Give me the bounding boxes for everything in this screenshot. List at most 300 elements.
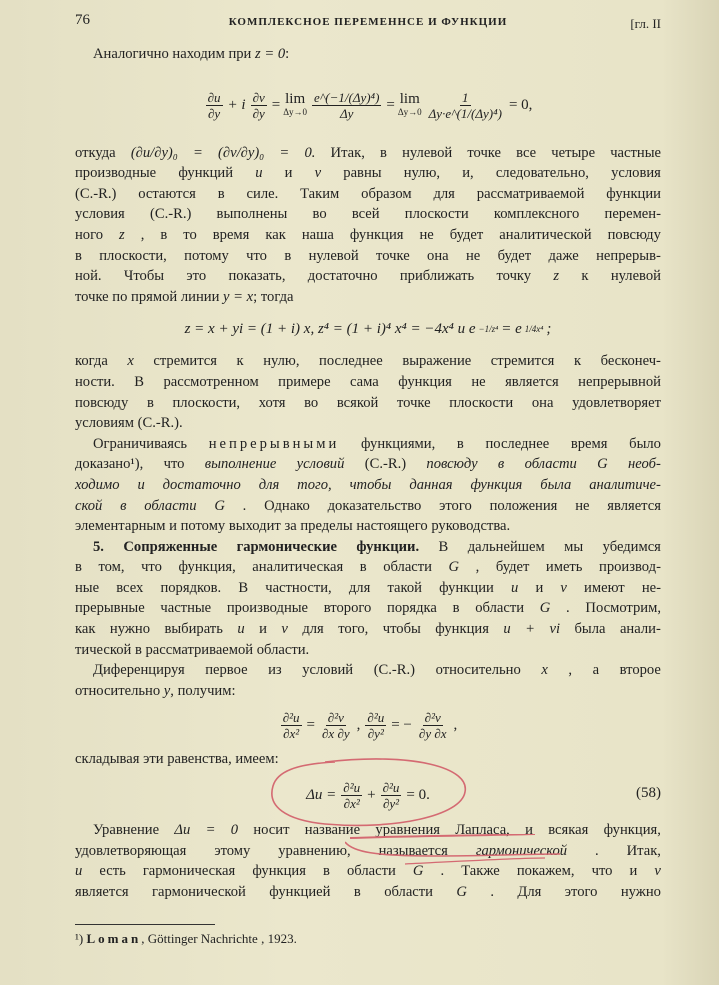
word: следовательно, [495, 165, 589, 182]
word: В [134, 373, 144, 390]
word: выбирать [164, 621, 223, 638]
word: точке [467, 144, 502, 161]
word: области [384, 883, 433, 900]
word: доказательство [327, 497, 422, 514]
operator: = − [391, 716, 412, 733]
word: к [573, 353, 582, 370]
word: называется [378, 842, 448, 859]
word: функций [178, 165, 234, 182]
word: u [503, 621, 511, 638]
footnote-marker: ¹) [75, 931, 87, 947]
word: в [217, 185, 225, 202]
text-segment: : [285, 46, 290, 62]
word: = [205, 822, 216, 839]
word: . [242, 497, 247, 514]
word: того, [338, 621, 369, 638]
word: частные [160, 600, 212, 617]
text-segment: G [448, 559, 460, 576]
text-line [75, 184, 661, 205]
word: из [268, 662, 282, 679]
word: Таким [300, 185, 340, 202]
text-line [75, 434, 661, 455]
word: этого [564, 883, 598, 900]
word: когда [75, 353, 108, 370]
word: В [438, 538, 449, 555]
word: первое [205, 662, 248, 679]
word: положения [489, 497, 558, 514]
text-line [75, 163, 661, 184]
text-line [75, 537, 661, 558]
word: плоскости [449, 394, 514, 411]
word: (C.-R.) [75, 185, 117, 202]
operator: , [356, 716, 361, 733]
word: Итак, [330, 144, 365, 161]
word: функцией [269, 883, 331, 900]
fraction [427, 90, 504, 121]
word: время [570, 435, 608, 452]
denominator: ∂y [207, 106, 221, 122]
word: гармоническая [142, 863, 236, 880]
word: нулю, [263, 353, 300, 370]
word: функция [470, 476, 523, 493]
fraction [365, 710, 386, 741]
numerator: 1 [462, 90, 469, 106]
word: сама [350, 373, 379, 390]
equation-derivative-limit [75, 69, 661, 143]
word: и, [462, 165, 474, 182]
word: Лапласа, [455, 822, 510, 839]
operator: + [367, 786, 376, 803]
word: то [183, 226, 197, 243]
limit [397, 90, 422, 119]
operator: = [306, 716, 315, 733]
word: нужно [109, 621, 151, 638]
denominator: ∂y [252, 106, 265, 122]
word: покажем, [516, 863, 575, 880]
word: Итак, [626, 842, 661, 859]
word: в [75, 247, 82, 264]
word: функция [435, 621, 489, 638]
word: к [581, 268, 589, 285]
equation-text: = 0. [406, 786, 430, 803]
paragraph-4 [75, 434, 661, 537]
word: условия [611, 165, 661, 182]
word: уравнения [375, 822, 440, 839]
text-line [75, 393, 661, 414]
word: время [212, 226, 250, 243]
word: бесконеч- [600, 353, 661, 370]
word: В [238, 579, 249, 596]
word: образом [361, 185, 412, 202]
word: (C.-R.) [149, 206, 192, 223]
word: . [440, 863, 445, 880]
word: (C.-R.) [364, 456, 407, 473]
denominator: ∂y² [382, 795, 400, 811]
word: (∂v/∂y)₀ [218, 144, 265, 161]
denominator: ∂x² [283, 725, 300, 741]
word: функции. [356, 538, 420, 555]
text-segment: непрерывными [208, 435, 340, 452]
text-line [75, 882, 661, 903]
word: была [540, 476, 572, 493]
word: производ- [599, 559, 661, 576]
word: функциями, [360, 435, 436, 452]
word: она [427, 247, 449, 264]
fraction [206, 90, 223, 121]
word: иметь [545, 559, 583, 576]
word: того, [297, 476, 332, 493]
word: гармонической [152, 883, 246, 900]
word: области [383, 559, 432, 576]
word: условий [302, 662, 354, 679]
word: в [456, 435, 464, 452]
word: она [531, 394, 554, 411]
word: рассматриваемой [476, 185, 585, 202]
word: условия [75, 206, 125, 223]
word: не [419, 226, 434, 243]
word: является [505, 373, 559, 390]
denominator: Δy·e^(1/(Δy)⁴) [428, 106, 502, 122]
word: наша [301, 226, 334, 243]
word: аналитиче- [589, 476, 661, 493]
text-segment: элементарным и потому выходит за пределы настоящего руководства. [75, 518, 511, 535]
word: порядков. [160, 579, 222, 596]
text-line [75, 413, 661, 434]
paragraph-8-wrap [75, 820, 661, 902]
word: дальнейшем [467, 538, 545, 555]
text-segment: u [510, 579, 519, 596]
word: чтобы [382, 621, 421, 638]
word: и [284, 165, 293, 182]
text-segment: x [127, 353, 134, 370]
text-segment: x [541, 662, 548, 679]
word: к [236, 353, 244, 370]
equation-number: (58) [636, 785, 661, 802]
numerator: ∂²v [424, 709, 441, 725]
text-line [75, 287, 661, 308]
word: последнее [319, 353, 383, 370]
word: комплексного [493, 206, 580, 223]
text-line [75, 246, 661, 267]
running-header [75, 8, 661, 36]
word: функция [349, 226, 404, 243]
word: откуда [75, 144, 116, 161]
word: выражение [402, 353, 472, 370]
word: будет [449, 226, 484, 243]
word: потому [184, 247, 229, 264]
word: производные [226, 600, 309, 617]
word: как [265, 226, 286, 243]
word: для [258, 476, 280, 493]
equation-second-derivatives [75, 701, 661, 749]
word: всех [116, 579, 144, 596]
operator: , [453, 716, 458, 733]
word: Также [461, 863, 500, 880]
text-segment: G [456, 883, 467, 900]
word: плоскости, [99, 247, 167, 264]
word: что [591, 863, 613, 880]
word: относительно [435, 662, 521, 679]
exponent: 1/4x⁴ [524, 324, 544, 335]
word: 0 [230, 822, 239, 839]
word: Чтобы [123, 268, 165, 285]
text-segment: z [553, 268, 560, 285]
text-segment: ; тогда [253, 288, 294, 305]
word: перемен- [604, 206, 661, 223]
word: для [348, 579, 371, 596]
lim-subscript: Δy→0 [283, 106, 308, 117]
numerator: e^(−1/(Δy)⁴) [314, 90, 380, 106]
text-segment: y [163, 682, 171, 699]
word: в [359, 559, 367, 576]
equation-text: Δu = [306, 786, 337, 803]
word: силе. [246, 185, 279, 202]
word: не- [641, 579, 661, 596]
text-line [75, 598, 661, 619]
text-segment: Аналогично находим при [93, 46, 256, 62]
word: G [214, 497, 225, 514]
text-line [75, 225, 661, 246]
word: что [141, 559, 162, 576]
word: в [323, 863, 330, 880]
word: является [75, 883, 129, 900]
text-segment: u [75, 863, 83, 880]
word: убедимся [602, 538, 661, 555]
word: точку [496, 268, 532, 285]
word: для [302, 621, 324, 638]
word: функции [606, 185, 661, 202]
numerator: ∂u [207, 90, 221, 106]
word: повсюду [607, 226, 661, 243]
word: том, [98, 559, 125, 576]
word: и [535, 579, 544, 596]
word: все [516, 144, 537, 161]
word: плоскости, [172, 394, 241, 411]
text-segment: складывая эти равенства, имеем: [75, 751, 279, 768]
word: Сопряженные [123, 538, 218, 555]
text-segment: v [560, 579, 567, 596]
word: = [193, 144, 203, 161]
word: . [595, 842, 599, 859]
word: выполнение [204, 456, 277, 473]
word: название [304, 822, 361, 839]
paragraph-3 [75, 351, 661, 433]
word: области [144, 497, 197, 514]
text-segment: тической в рассматриваемой области. [75, 641, 310, 658]
text-line [75, 660, 661, 681]
word: анали- [619, 621, 661, 638]
word: нулевой [402, 144, 453, 161]
word: была [574, 621, 606, 638]
word: области [475, 600, 525, 617]
denominator: ∂y ∂x [418, 725, 447, 741]
word: в [284, 247, 292, 264]
word: (C.-R.) [373, 662, 416, 679]
denominator: ∂y² [367, 725, 384, 741]
word: данная [409, 476, 453, 493]
word: повсюду [426, 456, 478, 473]
equation-text: = e [501, 320, 522, 337]
word: , [140, 226, 145, 243]
word: для [433, 185, 455, 202]
word: и [525, 822, 533, 839]
word: производные [75, 165, 157, 182]
word: в [452, 600, 460, 617]
numerator: ∂v [252, 90, 265, 106]
word: не [471, 373, 486, 390]
word: достаточно [162, 476, 241, 493]
operator: + i [227, 97, 246, 114]
word: . [490, 883, 494, 900]
word: в [497, 456, 505, 473]
word: удовлетворяет [572, 394, 661, 411]
numerator: ∂²u [343, 779, 361, 795]
exponent: −1/z⁴ [478, 324, 499, 335]
word: прерывные [75, 600, 145, 617]
text-segment: G [412, 863, 424, 880]
paragraph-intro [75, 44, 661, 65]
word: ходимо [75, 476, 120, 493]
word: нулевой [610, 268, 661, 285]
text-segment: v [281, 621, 288, 638]
equation-laplace [75, 770, 661, 820]
word: примере [278, 373, 331, 390]
text-line [75, 44, 661, 65]
word: всей [351, 206, 380, 223]
text-line [75, 557, 661, 578]
text-line [75, 640, 661, 661]
operator: = [271, 97, 281, 114]
fraction [281, 710, 302, 741]
word: имеют [584, 579, 625, 596]
footnote-citation: , Göttinger Nachrichte , 1923. [141, 931, 297, 947]
text-segment: z [119, 226, 125, 243]
footnote [75, 931, 661, 947]
equation-text: z = x + yi = (1 + i) x, z⁴ = (1 + i)⁴ x⁴ = −4x⁴ и e [184, 320, 476, 337]
numerator: ∂²u [367, 709, 385, 725]
word: в [353, 883, 361, 900]
operator: = [386, 97, 395, 114]
page-number: 76 [75, 12, 90, 28]
word: непрерывной [578, 373, 661, 390]
text-line [75, 681, 661, 702]
word: второго [323, 600, 372, 617]
numerator: ∂²u [282, 709, 300, 725]
word: в [146, 394, 154, 411]
word: последнее [485, 435, 550, 452]
text-segment: G [539, 600, 551, 617]
paragraph-2 [75, 143, 661, 308]
word: этого [439, 497, 472, 514]
word: является [607, 497, 661, 514]
word: есть [99, 863, 126, 880]
word: нулю, [403, 165, 441, 182]
text-segment: v [654, 863, 661, 880]
word: как [75, 621, 96, 638]
word: мы [564, 538, 584, 555]
word: что [163, 456, 185, 473]
word: ного [75, 226, 104, 243]
word: функция, [178, 559, 236, 576]
word: в [160, 226, 168, 243]
word: области [347, 863, 396, 880]
word: аналитическая [252, 559, 344, 576]
word: всякая [548, 822, 589, 839]
word: , [475, 559, 480, 576]
word: точке [376, 247, 410, 264]
word: приближать [399, 268, 475, 285]
word: доказано¹), [75, 456, 144, 473]
word: Посмотрим, [585, 600, 661, 617]
word: условий [296, 456, 345, 473]
footnote-author: Loman [86, 931, 142, 947]
word: порядка [387, 600, 437, 617]
word: равны [343, 165, 382, 182]
red-underline-annotation [345, 834, 568, 874]
word: в [120, 497, 127, 514]
word: 0. [304, 144, 316, 161]
word: гармонические [236, 538, 337, 555]
lim-subscript: Δy→0 [397, 106, 422, 117]
word: ской [75, 497, 103, 514]
denominator: ∂x² [343, 795, 360, 811]
word: ной. [75, 268, 102, 285]
word: что [246, 247, 267, 264]
word: стремится [490, 353, 555, 370]
text-segment: z = 0 [255, 46, 286, 62]
word: всякой [336, 394, 379, 411]
word: Уравнение [93, 822, 160, 839]
text-line [75, 454, 661, 475]
word: ности. [75, 373, 115, 390]
word: в [380, 144, 387, 161]
word: Δu [174, 822, 191, 839]
word: и [259, 621, 267, 638]
word: и [137, 476, 145, 493]
word: области [524, 456, 577, 473]
text-segment: u [255, 165, 263, 182]
word: не [465, 247, 481, 264]
text-line [75, 578, 661, 599]
word: во [312, 206, 327, 223]
word: частные [610, 144, 661, 161]
word: рассмотренном [163, 373, 259, 390]
word: ные [75, 579, 100, 596]
denominator: Δy [340, 106, 354, 122]
word: нулевой [308, 247, 359, 264]
word: хотя [258, 394, 286, 411]
word: повсюду [75, 394, 129, 411]
word: удовлетворяющая [75, 842, 187, 859]
word: будет [495, 559, 530, 576]
word: а [592, 662, 600, 679]
text-segment: условиям (C.-R.). [75, 415, 183, 432]
word: vi [549, 621, 561, 638]
text-segment: u [237, 621, 245, 638]
text-line [75, 516, 661, 537]
fraction [312, 90, 381, 121]
running-title: КОМПЛЕКСНОЕ ПЕРЕМЕННСЕ И ФУНКЦИИ [228, 16, 508, 28]
text-segment: , получим: [170, 682, 236, 699]
text-line [75, 496, 661, 517]
word: чтобы [349, 476, 392, 493]
word: Однако [264, 497, 310, 514]
text-line [75, 204, 661, 225]
text-line [75, 619, 661, 640]
word: не [575, 497, 590, 514]
word: даже [548, 247, 579, 264]
text-segment: относительно [75, 682, 164, 699]
